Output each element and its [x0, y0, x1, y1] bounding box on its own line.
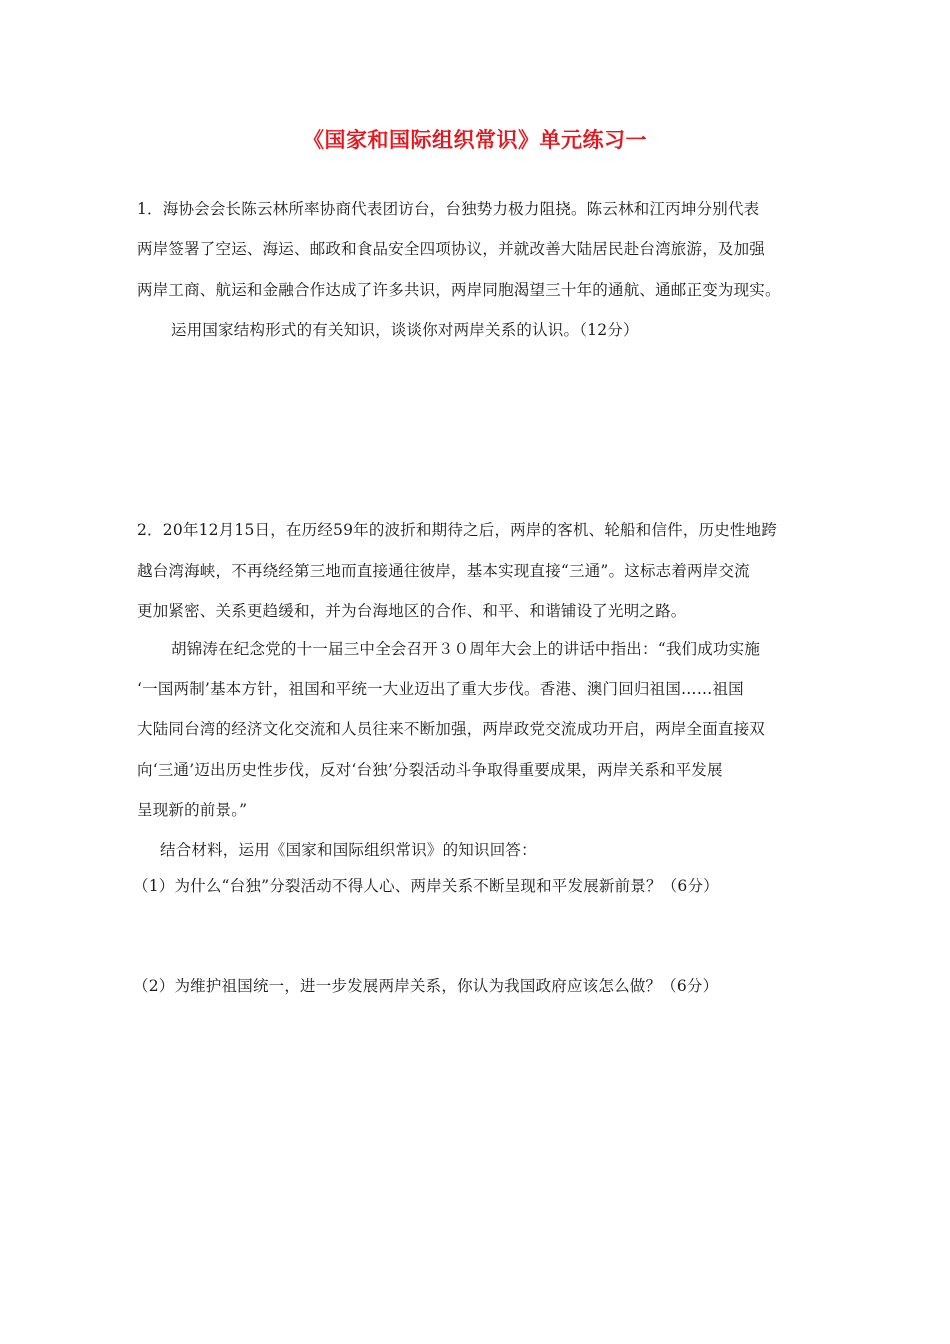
q2-material1-line-1: 2．20年12月15日，在历经59年的波折和期待之后，两岸的客机、轮船和信件，历史性地跨	[137, 521, 778, 539]
q2-material1-line-3: 更加紧密、关系更趋缓和，并为台海地区的合作、和平、和谐铺设了光明之路。	[137, 602, 687, 620]
q1-prompt: 运用国家结构形式的有关知识，谈谈你对两岸关系的认识。（12分）	[171, 321, 639, 339]
document-title: 《国家和国际组织常识》单元练习一	[303, 128, 647, 152]
q2-material2-line-5: 呈现新的前景。”	[137, 801, 248, 819]
q1-line-1: 1．海协会会长陈云林所率协商代表团访台，台独势力极力阻挠。陈云林和江丙坤分别代表	[137, 200, 760, 218]
q1-line-2: 两岸签署了空运、海运、邮政和食品安全四项协议，并就改善大陆居民赴台湾旅游，及加强	[137, 240, 766, 258]
q2-material2-line-1: 胡锦涛在纪念党的十一届三中全会召开３０周年大会上的讲话中指出：“我们成功实施	[171, 640, 761, 658]
q2-subquestion-1: （1）为什么“台独”分裂活动不得人心、两岸关系不断呈现和平发展新前景？（6分）	[133, 877, 719, 895]
q2-material1-line-2: 越台湾海峡，不再绕经第三地而直接通往彼岸，基本实现直接“三通”。这标志着两岸交流	[137, 562, 750, 580]
q2-instruction: 结合材料，运用《国家和国际组织常识》的知识回答：	[160, 841, 537, 859]
q2-material2-line-3: 大陆同台湾的经济文化交流和人员往来不断加强，两岸政党交流成功开启，两岸全面直接双	[137, 720, 766, 738]
q1-line-3: 两岸工商、航运和金融合作达成了许多共识，两岸同胞渴望三十年的通航、通邮正变为现实。	[137, 281, 781, 299]
q2-material2-line-4: 向‘三通’迈出历史性步伐，反对‘台独’分裂活动斗争取得重要成果，两岸关系和平发展	[137, 761, 723, 779]
q2-material2-line-2: ‘一国两制’基本方针，祖国和平统一大业迈出了重大步伐。香港、澳门回归祖国……祖国	[137, 680, 744, 698]
q2-subquestion-2: （2）为维护祖国统一，进一步发展两岸关系，你认为我国政府应该怎么做？（6分）	[133, 977, 719, 995]
